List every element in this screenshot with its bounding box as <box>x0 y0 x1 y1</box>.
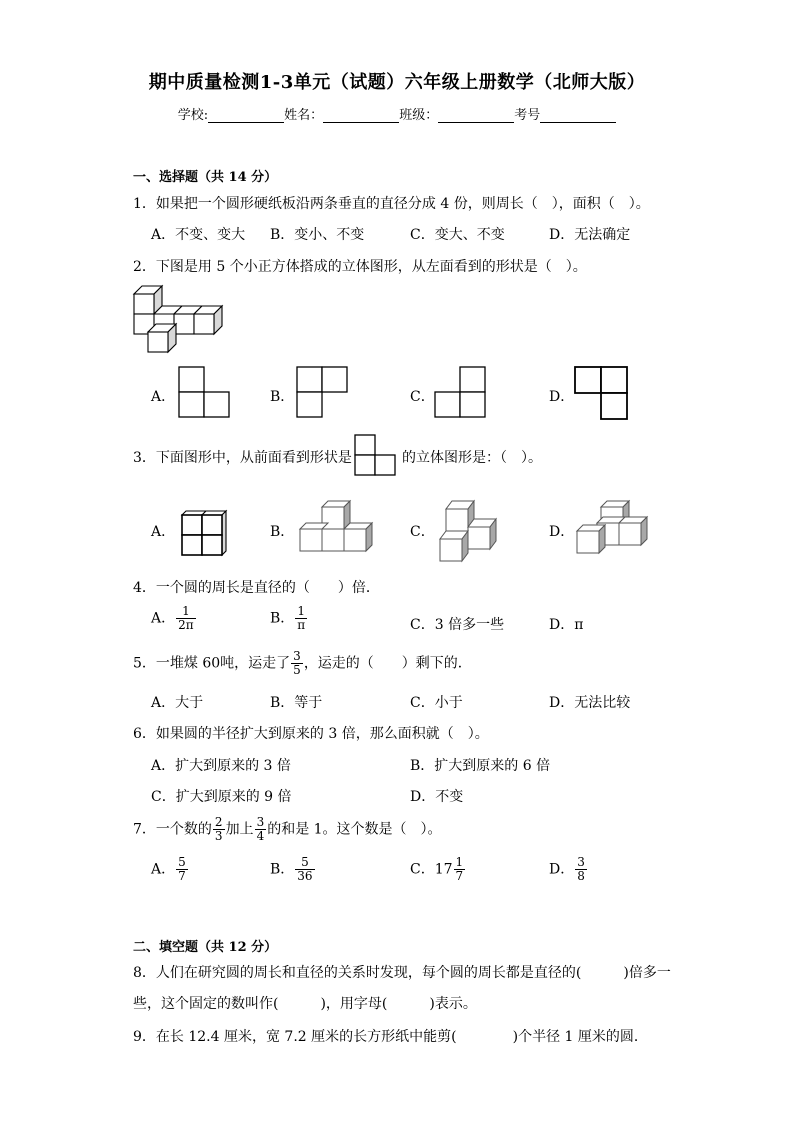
q6-option-a[interactable]: A．扩大到原来的 3 倍 <box>151 758 291 774</box>
fraction <box>176 605 196 632</box>
question-4-text: 4．一个圆的周长是直径的（ ）倍． <box>133 580 380 596</box>
numerator: 2 <box>214 815 223 829</box>
denominator: 3 <box>214 829 223 843</box>
q3-option-b-label[interactable]: B． <box>270 524 295 540</box>
denominator: 2π <box>178 618 194 632</box>
numerator: 5 <box>301 855 309 869</box>
q7-option-c-label: C． <box>410 861 435 878</box>
q6-option-c[interactable]: C．扩大到原来的 9 倍 <box>151 789 292 805</box>
q2-cube-figure <box>131 284 221 356</box>
cube-face <box>134 294 154 314</box>
q3-option-b-shape[interactable] <box>298 497 378 555</box>
q2-option-b-shape[interactable] <box>296 366 348 418</box>
fraction <box>255 816 267 843</box>
question-8-line-1: 8．人们在研究圆的周长和直径的关系时发现，每个圆的周长都是直径的( )倍多一 <box>133 965 671 981</box>
numerator: 3 <box>577 855 585 869</box>
numerator: 1 <box>182 604 190 618</box>
q7-option-a[interactable] <box>151 856 189 883</box>
q3-option-c-label[interactable]: C． <box>410 524 435 540</box>
fraction <box>575 856 587 883</box>
numerator: 1 <box>455 855 464 869</box>
q5-option-a[interactable]: A．大于 <box>151 695 204 711</box>
denominator: 8 <box>577 869 585 883</box>
q5-option-c[interactable]: C．小于 <box>410 695 463 711</box>
numerator: 1 <box>297 604 306 618</box>
q5-option-b[interactable]: B．等于 <box>270 695 323 711</box>
denominator: 7 <box>178 869 186 883</box>
numerator: 5 <box>178 855 186 869</box>
mixed-whole: 17 <box>434 861 453 878</box>
q2-option-b-label[interactable]: B． <box>270 389 295 405</box>
q6-option-d[interactable]: D．不变 <box>410 789 464 805</box>
denominator: 36 <box>297 869 313 883</box>
q2-option-a-label[interactable]: A． <box>151 389 176 405</box>
name-blank[interactable] <box>323 108 399 123</box>
fraction <box>454 856 466 883</box>
cube-face <box>194 314 214 334</box>
q1-option-b[interactable]: B．变小、不变 <box>270 227 365 243</box>
fraction <box>295 856 314 883</box>
q1-option-a[interactable]: A．不变、变大 <box>151 227 246 243</box>
number-label: 考号 <box>514 108 541 123</box>
q3-option-a-label[interactable]: A． <box>151 524 176 540</box>
q2-option-a-shape[interactable] <box>178 366 230 418</box>
school-blank[interactable] <box>208 108 284 123</box>
number-blank[interactable] <box>540 108 616 123</box>
denominator: 4 <box>256 829 265 843</box>
question-3-text-before: 3．下面图形中，从前面看到形状是 <box>133 450 352 466</box>
cube-face <box>148 332 168 352</box>
question-5-text <box>133 650 472 677</box>
q5-text-before: 5．一堆煤 60吨，运走了 <box>133 655 291 672</box>
q4-option-c[interactable]: C．3 倍多一些 <box>410 617 505 633</box>
q2-option-c-label[interactable]: C． <box>410 389 435 405</box>
fraction <box>176 856 188 883</box>
section-heading-choice: 一、选择题（共 14 分） <box>133 170 278 185</box>
q7-text-before: 7．一个数的 <box>133 821 212 838</box>
name-label: 姓名： <box>284 108 324 123</box>
numerator: 3 <box>256 815 265 829</box>
q7-option-d[interactable] <box>549 856 588 883</box>
question-2-text: 2．下图是用 5 个小正方体搭成的立体图形，从左面看到的形状是（ ）。 <box>133 259 587 275</box>
page-title: 期中质量检测1-3单元（试题）六年级上册数学（北师大版） <box>148 72 646 93</box>
q3-option-a-shape[interactable] <box>179 505 229 555</box>
denominator: 7 <box>455 869 464 883</box>
q5-text-after: ，运走的（ ）剩下的． <box>303 655 472 672</box>
fraction <box>291 650 303 677</box>
q3-option-d-label[interactable]: D． <box>549 524 575 540</box>
q3-option-c-shape[interactable] <box>436 497 500 563</box>
q7-option-c[interactable] <box>410 856 466 883</box>
q7-option-b[interactable] <box>270 856 316 883</box>
q5-option-d[interactable]: D．无法比较 <box>549 695 631 711</box>
fraction <box>213 816 225 843</box>
denominator: 5 <box>293 663 301 677</box>
q4-option-b[interactable] <box>270 605 308 632</box>
question-3-text-after: 的立体图形是：（ ）。 <box>402 450 542 466</box>
fraction <box>295 605 307 632</box>
class-blank[interactable] <box>438 108 514 123</box>
question-1-text: 1．如果把一个圆形硬纸板沿两条垂直的直径分成 4 份，则周长（ ），面积（ ）。 <box>133 196 650 212</box>
q6-option-b[interactable]: B．扩大到原来的 6 倍 <box>410 758 551 774</box>
q1-option-d[interactable]: D．无法确定 <box>549 227 631 243</box>
q2-option-c-shape[interactable] <box>434 366 486 418</box>
question-7-text <box>133 816 442 843</box>
q4-option-a[interactable] <box>151 605 197 632</box>
class-label: 班级： <box>399 108 439 123</box>
q7-text-after: 的和是 1。这个数是（ ）。 <box>267 821 442 838</box>
q7-option-b-label: B． <box>270 861 295 878</box>
q4-option-a-label: A． <box>151 610 176 627</box>
student-info-line <box>0 104 794 123</box>
question-9-text: 9．在长 12.4 厘米，宽 7.2 厘米的长方形纸中能剪( )个半径 1 厘米的圆． <box>133 1029 648 1045</box>
q3-option-d-shape[interactable] <box>575 497 655 557</box>
denominator: π <box>297 618 306 632</box>
q1-option-c[interactable]: C．变大、不变 <box>410 227 505 243</box>
q4-option-d[interactable]: D．π <box>549 617 584 633</box>
q7-option-a-label: A． <box>151 861 176 878</box>
q2-option-d-shape[interactable] <box>574 366 628 420</box>
q7-option-d-label: D． <box>549 861 575 878</box>
question-8-line-2: 些，这个固定的数叫作( )，用字母( )表示。 <box>133 996 477 1012</box>
school-label: 学校: <box>177 108 209 123</box>
section-heading-fill: 二、填空题（共 12 分） <box>133 940 278 955</box>
q4-option-b-label: B． <box>270 610 295 627</box>
cube-face <box>174 314 194 334</box>
numerator: 3 <box>293 649 301 663</box>
q2-option-d-label[interactable]: D． <box>549 389 575 405</box>
q3-front-view-shape <box>354 434 396 476</box>
question-6-text: 6．如果圆的半径扩大到原来的 3 倍，那么面积就（ ）。 <box>133 726 489 742</box>
q7-text-mid: 加上 <box>225 821 254 838</box>
